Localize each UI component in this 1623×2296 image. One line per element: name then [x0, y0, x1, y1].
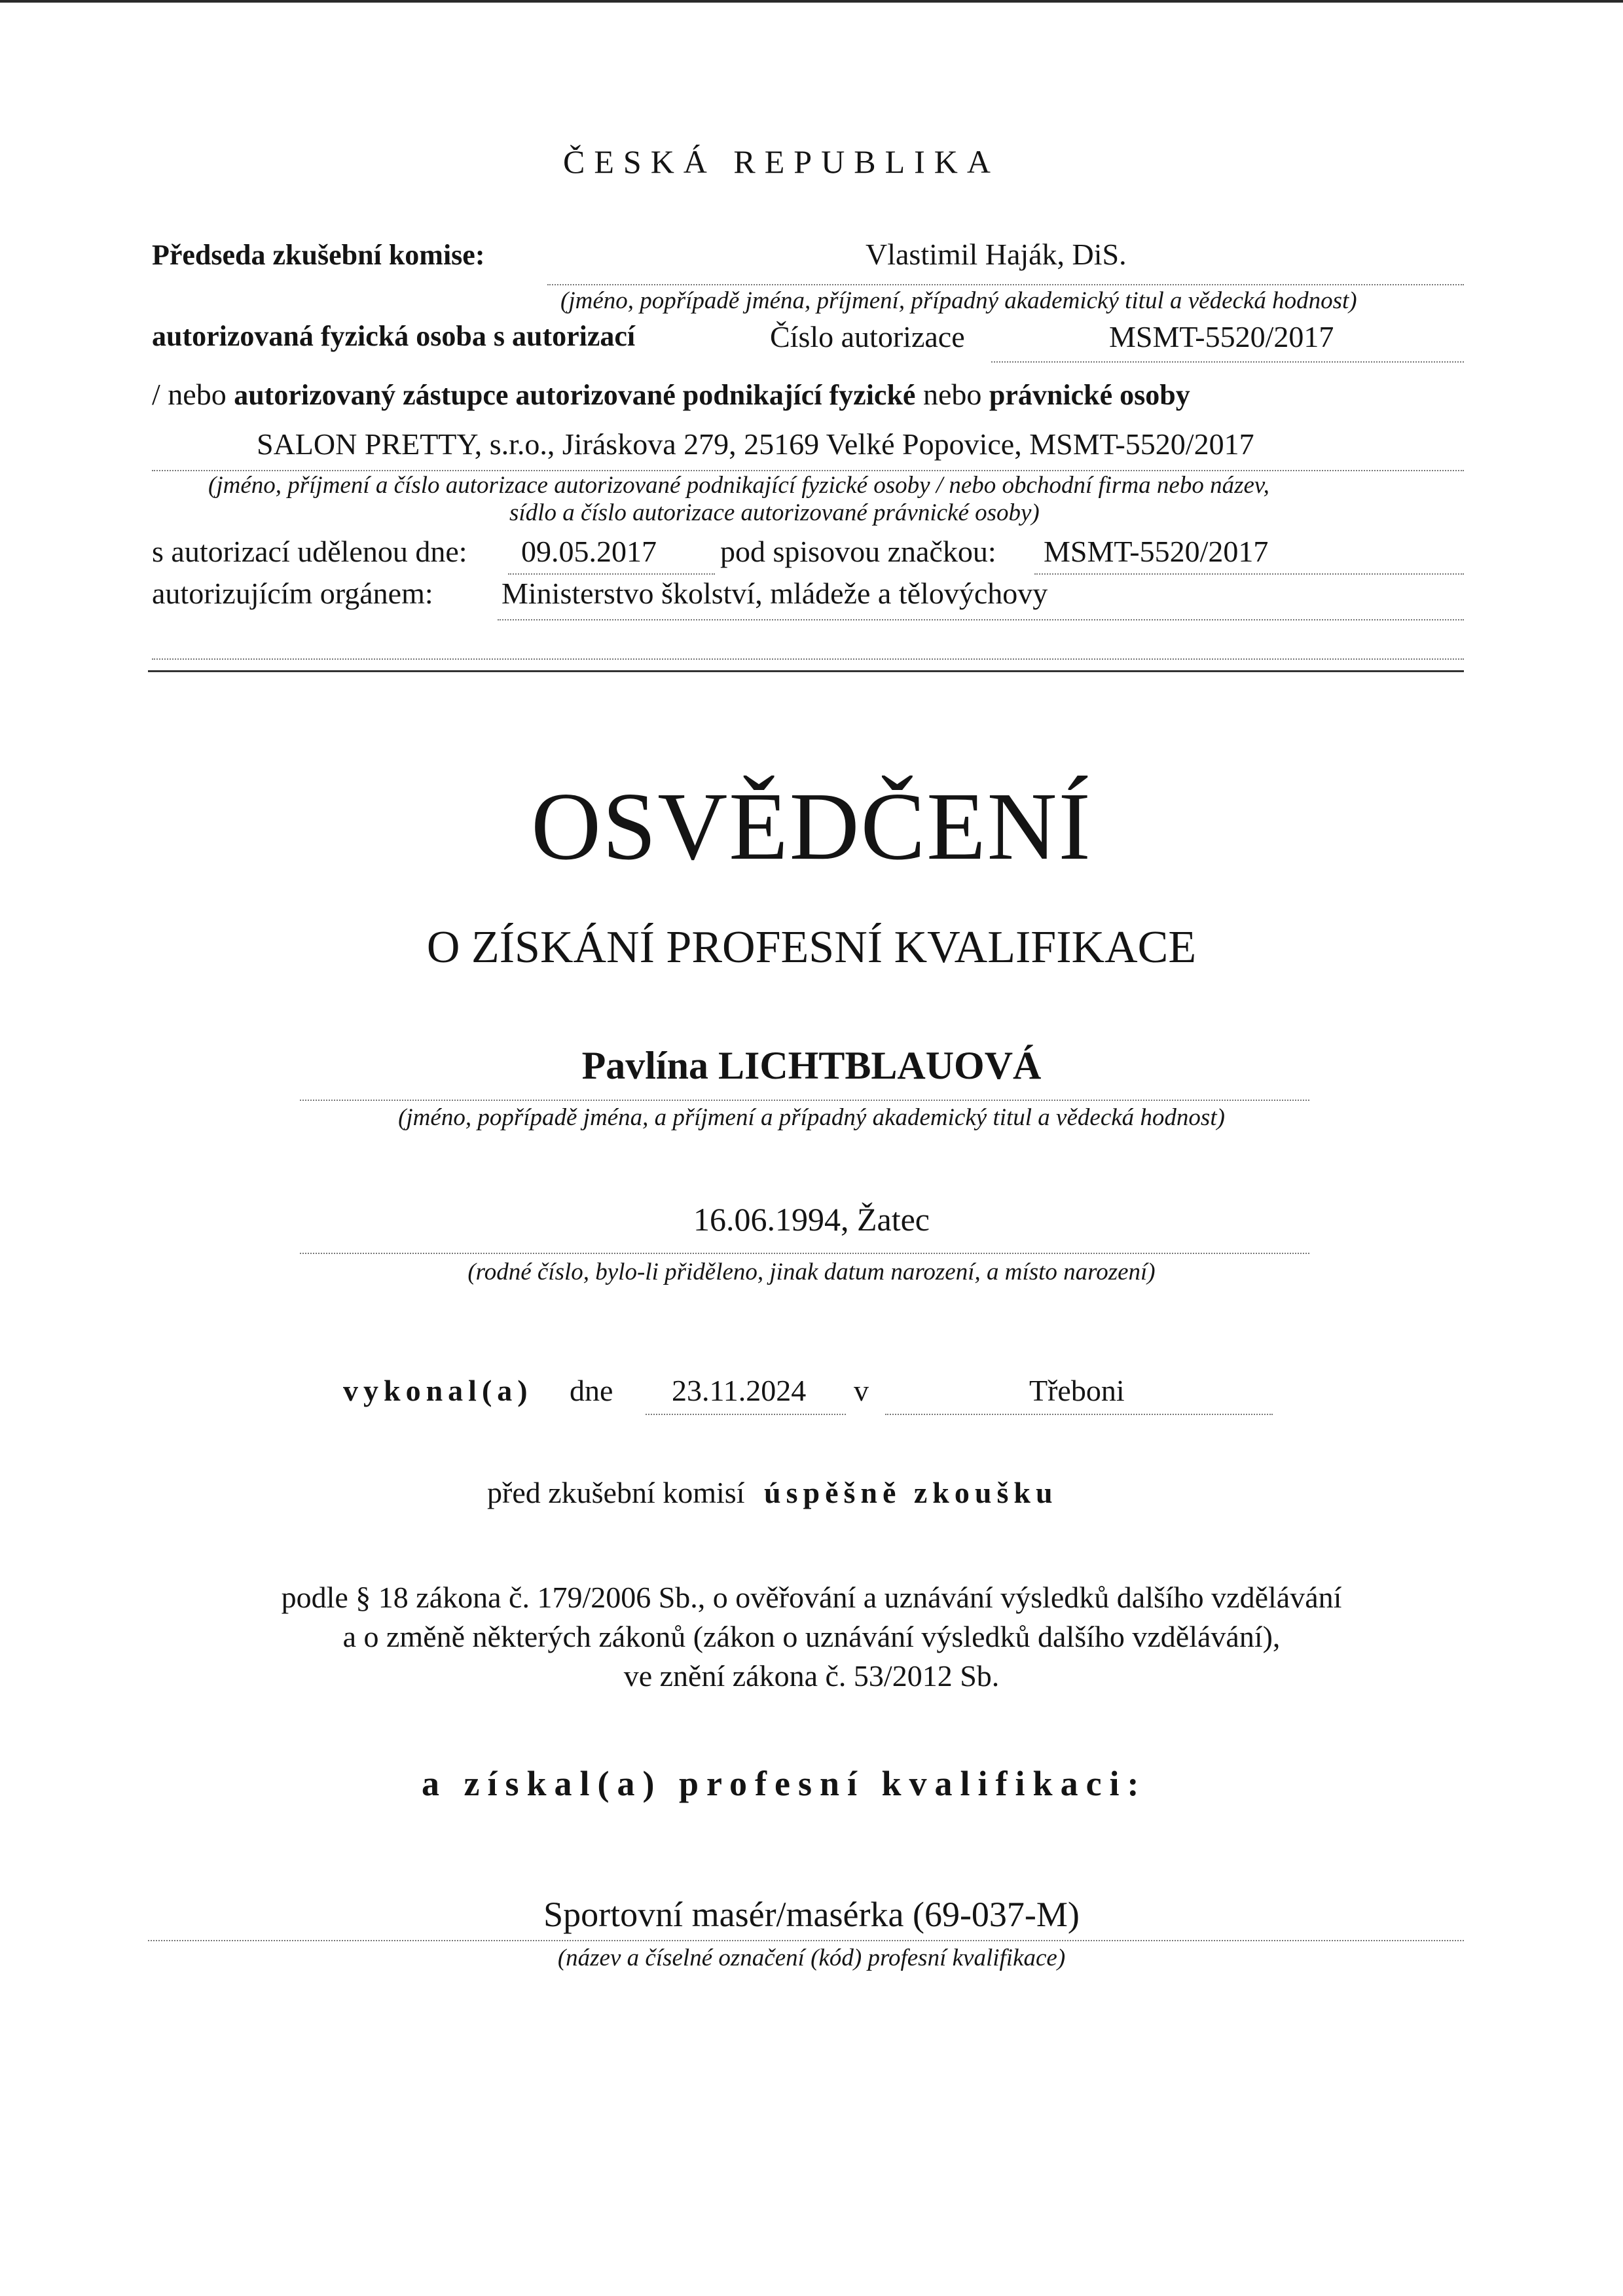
entity-note-2: sídlo a číslo autorizace autorizované právnické osoby): [509, 499, 1040, 526]
chair-note: (jméno, popřípadě jména, příjmení, případný akademický titul a vědecká hodnost): [560, 287, 1357, 314]
chair-dotline: [547, 284, 1464, 285]
committee-line: [487, 1475, 1058, 1510]
authorization-number-dotline: [991, 361, 1464, 363]
qualification-note: (název a číselné označení (kód) profesní kvalifikace): [557, 1945, 1066, 1971]
authority-label: autorizujícím orgánem:: [152, 577, 433, 610]
qualification-dotline: [148, 1940, 1464, 1941]
or-representative-line: [152, 377, 1190, 412]
birth-note: (rodné číslo, bylo-li přiděleno, jinak datum narození, a místo narození): [467, 1259, 1156, 1285]
holder-name: Pavlína LICHTBLAUOVÁ: [581, 1044, 1042, 1087]
law-line-2: a o změně některých zákonů (zákon o uznávání výsledků dalšího vzdělávání),: [342, 1620, 1281, 1653]
or-mid: nebo: [915, 378, 989, 411]
authorized-entity: SALON PRETTY, s.r.o., Jiráskova 279, 25169 Velké Popovice, MSMT-5520/2017: [257, 427, 1254, 461]
or-legal-bold: právnické osoby: [989, 379, 1190, 411]
entity-note-1: (jméno, příjmení a číslo autorizace autorizované podnikající fyzické osoby / nebo obchodní firma nebo název,: [208, 472, 1269, 499]
certificate-subtitle: O ZÍSKÁNÍ PROFESNÍ KVALIFIKACE: [426, 922, 1197, 973]
exam-date: 23.11.2024: [672, 1374, 807, 1407]
or-representative-bold: autorizovaný zástupce autorizované podnikající fyzické: [234, 379, 916, 411]
certificate-title: OSVĚDČENÍ: [531, 773, 1092, 880]
success-text: úspěšně zkoušku: [764, 1476, 1058, 1509]
granted-date-dotline: [508, 573, 715, 575]
exam-date-dotline: [646, 1414, 846, 1415]
header-separator: [148, 670, 1464, 672]
authority-extra-dotline: [152, 658, 1464, 660]
chair-name: Vlastimil Haják, DiS.: [866, 238, 1127, 271]
birth-dotline: [300, 1253, 1309, 1254]
birth-info: 16.06.1994, Žatec: [693, 1201, 930, 1238]
qualification-name: Sportovní masér/masérka (69-037-M): [543, 1895, 1080, 1934]
authorized-person-label: autorizovaná fyzická osoba s autorizací: [152, 320, 636, 352]
file-number: MSMT-5520/2017: [1044, 535, 1269, 568]
achieved-text: a získal(a) profesní kvalifikaci:: [422, 1764, 1147, 1803]
top-border: [0, 0, 1623, 3]
holder-dotline: [300, 1100, 1309, 1101]
performed-label: vykonal(a): [343, 1374, 533, 1407]
chair-label: Předseda zkušební komise:: [152, 239, 485, 271]
holder-note: (jméno, popřípadě jména, a příjmení a případný akademický titul a vědecká hodnost): [398, 1104, 1225, 1131]
or-prefix: / nebo: [152, 378, 234, 411]
authority-dotline: [498, 619, 1464, 620]
place-word: v: [854, 1374, 869, 1407]
law-line-3: ve znění zákona č. 53/2012 Sb.: [623, 1659, 1000, 1693]
authorization-number-label: Číslo autorizace: [770, 320, 965, 353]
granted-date: 09.05.2017: [521, 535, 657, 568]
exam-place: Třeboni: [1029, 1374, 1125, 1407]
file-number-dotline: [1034, 573, 1464, 575]
date-word: dne: [570, 1374, 613, 1407]
country-heading: ČESKÁ REPUBLIKA: [563, 143, 1000, 180]
exam-place-dotline: [885, 1414, 1273, 1415]
authority: Ministerstvo školství, mládeže a tělovýchovy: [501, 577, 1048, 610]
file-label: pod spisovou značkou:: [720, 535, 996, 568]
committee-text: před zkušební komisí: [487, 1476, 745, 1509]
authorization-number: MSMT-5520/2017: [1109, 320, 1334, 353]
granted-label: s autorizací udělenou dne:: [152, 535, 467, 568]
law-line-1: podle § 18 zákona č. 179/2006 Sb., o ověřování a uznávání výsledků dalšího vzdělávání: [281, 1581, 1342, 1614]
